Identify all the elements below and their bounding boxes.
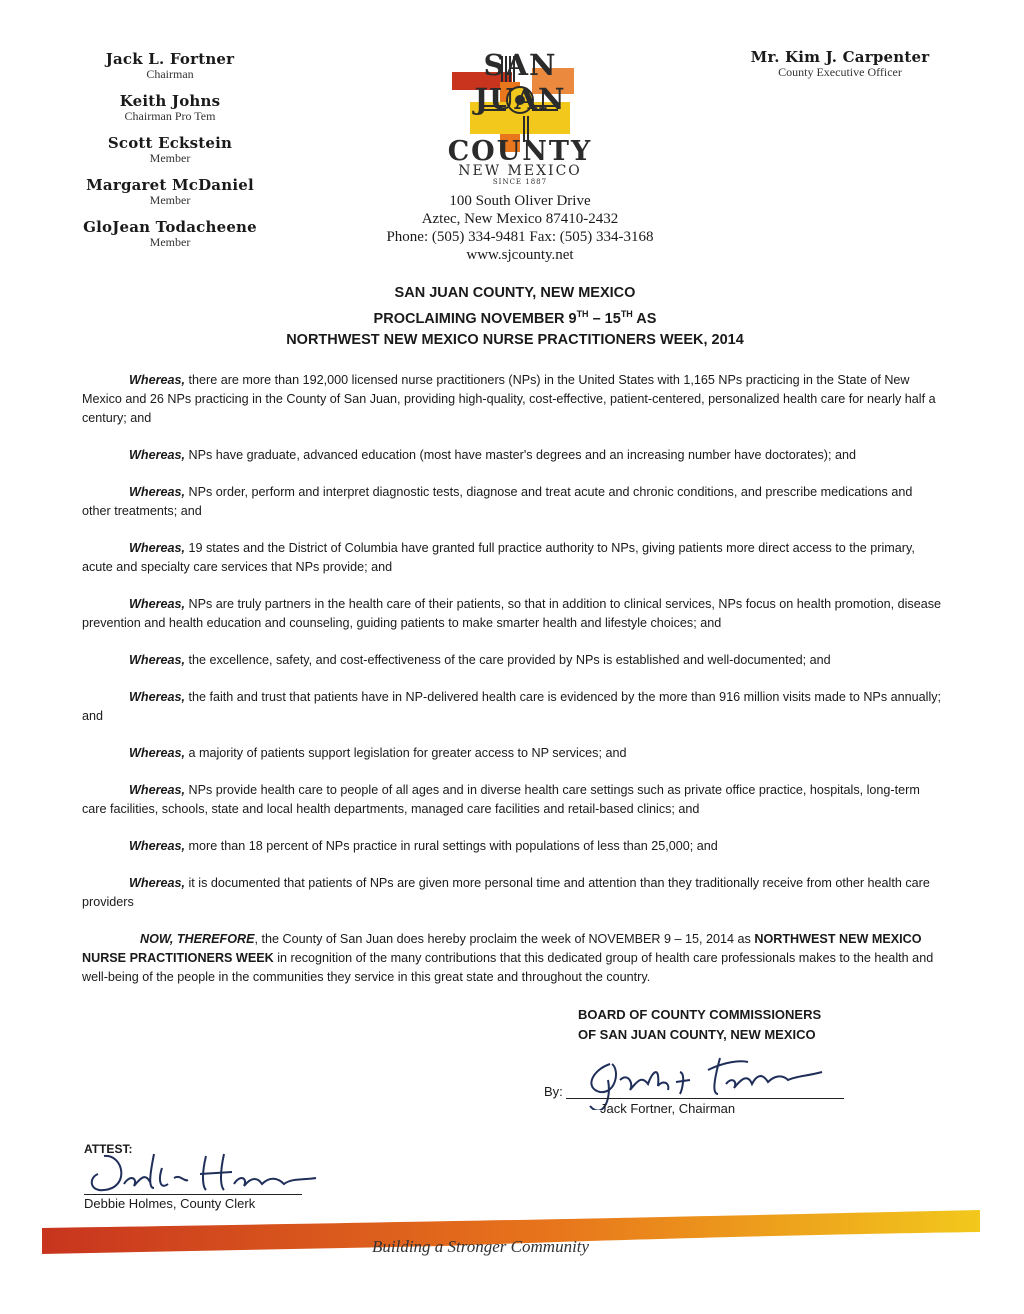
whereas-clause bbox=[82, 688, 944, 726]
clerk-signature-line bbox=[84, 1194, 302, 1195]
chairman-signer-name: Jack Fortner, Chairman bbox=[600, 1101, 736, 1116]
whereas-text: the excellence, safety, and cost-effectiveness of the care provided by NPs is established and well-documented; and bbox=[185, 653, 831, 667]
closing-text: , the County of San Juan does hereby proclaim the week of NOVEMBER 9 – 15, 2014 as bbox=[254, 932, 755, 946]
whereas-lead: Whereas, bbox=[129, 653, 185, 667]
official-entry bbox=[60, 176, 280, 207]
official-title: Chairman bbox=[146, 67, 194, 81]
closing-lead: NOW, THEREFORE bbox=[140, 932, 255, 946]
whereas-text: the faith and trust that patients have in NP-delivered health care is evidenced by the more than 916 million visits made to NPs annually; and bbox=[82, 690, 942, 723]
official-entry bbox=[60, 50, 280, 81]
clerk-signature bbox=[84, 1148, 324, 1198]
heading-line-3: NORTHWEST NEW MEXICO NURSE PRACTITIONERS WEEK, 2014 bbox=[286, 331, 744, 348]
heading-line-2-text: AS bbox=[632, 310, 657, 327]
whereas-text: NPs are truly partners in the health care of their patients, so that in addition to clinical services, NPs focus on health promotion, disease prevention and health education and counseling, guiding patients to make smarter health and lifestyle choices; and bbox=[82, 597, 942, 630]
official-entry bbox=[60, 218, 280, 249]
heading-line-2-text: – 15 bbox=[588, 310, 621, 327]
proclamation-body bbox=[82, 371, 944, 1005]
whereas-lead: Whereas, bbox=[129, 839, 185, 853]
executive-name: Mr. Kim J. Carpenter bbox=[750, 48, 930, 66]
whereas-clause bbox=[82, 837, 944, 856]
closing-text: in recognition of the many contributions that this dedicated group of health care professionals makes to the health and well-being of the people in the communities they service in this great state and throughout the country. bbox=[82, 951, 934, 984]
clerk-signer-name: Debbie Holmes, County Clerk bbox=[84, 1196, 256, 1211]
whereas-lead: Whereas, bbox=[129, 690, 185, 704]
proclamation-heading bbox=[200, 283, 830, 351]
whereas-lead: Whereas, bbox=[129, 541, 185, 555]
heading-superscript: TH bbox=[576, 309, 589, 319]
heading-line-2 bbox=[200, 304, 830, 330]
whereas-text: a majority of patients support legislation for greater access to NP services; and bbox=[185, 746, 627, 760]
logo-line-new-mexico: NEW MEXICO bbox=[458, 163, 582, 179]
official-name: Scott Eckstein bbox=[107, 134, 233, 152]
official-title: Member bbox=[149, 151, 191, 165]
official-name: GloJean Todacheene bbox=[83, 218, 257, 236]
whereas-text: NPs have graduate, advanced education (most have master's degrees and an increasing number have doctorates); and bbox=[185, 448, 856, 462]
footer-tagline: Building a Stronger Community bbox=[372, 1237, 590, 1256]
whereas-text: NPs order, perform and interpret diagnostic tests, diagnose and treat acute and chronic conditions, and prescribe medications and other treatments; and bbox=[82, 485, 913, 518]
commissioners-list bbox=[60, 50, 280, 260]
whereas-text: it is documented that patients of NPs are given more personal time and attention than they traditionally receive from other health care providers bbox=[82, 876, 930, 909]
whereas-text: there are more than 192,000 licensed nurse practitioners (NPs) in the United States with 1,165 NPs practicing in the State of New Mexico and 26 NPs practicing in the County of San Juan, providing high-quality, cost-effective, patient-centered, personalized health care for nearly half a century; and bbox=[82, 373, 936, 425]
official-entry bbox=[60, 134, 280, 165]
board-line-1: BOARD OF COUNTY COMMISSIONERS bbox=[578, 1007, 822, 1022]
whereas-clause bbox=[82, 874, 944, 912]
whereas-text: NPs provide health care to people of all ages and in diverse health care settings such as private office practice, hospitals, long-term care facilities, schools, state and local health departments, managed care facilities and retail-based clinics; and bbox=[82, 783, 920, 816]
by-label: By: bbox=[544, 1084, 563, 1099]
logo-line-since: SINCE 1887 bbox=[492, 178, 548, 186]
whereas-clause bbox=[82, 595, 944, 633]
whereas-lead: Whereas, bbox=[129, 746, 185, 760]
whereas-text: 19 states and the District of Columbia have granted full practice authority to NPs, giving patients more direct access to the primary, acute and specialty care services that NPs provide; and bbox=[82, 541, 915, 574]
now-therefore-clause bbox=[82, 930, 944, 987]
whereas-clause bbox=[82, 651, 944, 670]
address-street: 100 South Oliver Drive bbox=[449, 193, 591, 209]
county-logo bbox=[440, 46, 600, 190]
chairman-signature-line bbox=[566, 1098, 844, 1099]
executive-title: County Executive Officer bbox=[778, 65, 902, 79]
official-name: Keith Johns bbox=[119, 92, 221, 110]
logo-line-san-juan: SAN JUAN bbox=[474, 48, 566, 116]
whereas-lead: Whereas, bbox=[129, 597, 185, 611]
whereas-lead: Whereas, bbox=[129, 783, 185, 797]
board-block bbox=[578, 1005, 821, 1045]
official-entry bbox=[60, 92, 280, 123]
official-title: Member bbox=[149, 235, 191, 249]
whereas-clause bbox=[82, 371, 944, 428]
address-city: Aztec, New Mexico 87410-2432 bbox=[421, 211, 619, 227]
whereas-lead: Whereas, bbox=[129, 448, 185, 462]
official-name: Jack L. Fortner bbox=[105, 50, 235, 68]
heading-superscript: TH bbox=[620, 309, 633, 319]
official-name: Margaret McDaniel bbox=[86, 176, 254, 194]
whereas-clause bbox=[82, 483, 944, 521]
official-title: Member bbox=[149, 193, 191, 207]
whereas-lead: Whereas, bbox=[129, 373, 185, 387]
board-line-2: OF SAN JUAN COUNTY, NEW MEXICO bbox=[578, 1027, 816, 1042]
address-website: www.sjcounty.net bbox=[466, 247, 574, 263]
closing-week-name: NORTHWEST NEW MEXICO NURSE PRACTITIONERS WEEK bbox=[82, 932, 922, 965]
official-title: Chairman Pro Tem bbox=[124, 109, 216, 123]
logo-line-county: COUNTY bbox=[447, 136, 593, 167]
whereas-clause bbox=[82, 539, 944, 577]
whereas-text: more than 18 percent of NPs practice in rural settings with populations of less than 25,000; and bbox=[185, 839, 718, 853]
whereas-lead: Whereas, bbox=[129, 485, 185, 499]
heading-line-2-text: PROCLAIMING NOVEMBER 9 bbox=[373, 310, 577, 327]
heading-line-1: SAN JUAN COUNTY, NEW MEXICO bbox=[394, 285, 636, 301]
whereas-clause bbox=[82, 781, 944, 819]
executive-officer bbox=[740, 48, 940, 79]
attest-label: ATTEST: bbox=[84, 1142, 133, 1156]
county-address bbox=[350, 192, 690, 264]
whereas-clause bbox=[82, 744, 944, 763]
address-phone: Phone: (505) 334-9481 Fax: (505) 334-3168 bbox=[386, 229, 654, 245]
whereas-clause bbox=[82, 446, 944, 465]
whereas-lead: Whereas, bbox=[129, 876, 185, 890]
